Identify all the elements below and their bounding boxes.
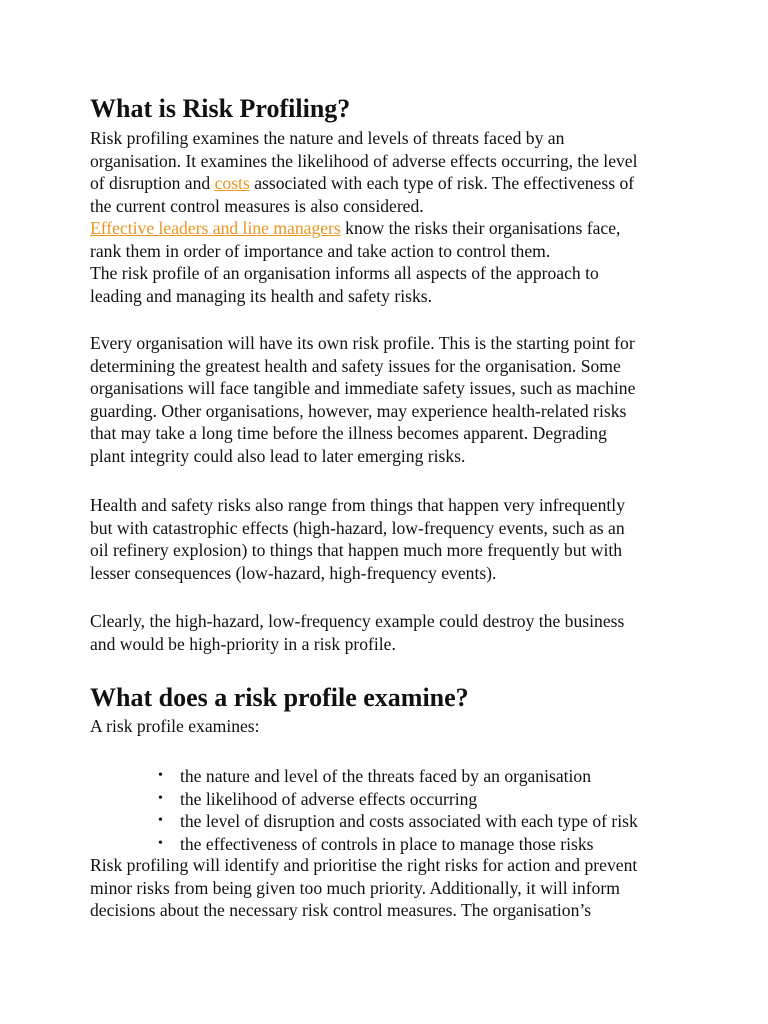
list-item: • the effectiveness of controls in place to manage those risks <box>90 833 638 856</box>
costs-link[interactable]: costs <box>214 173 250 193</box>
text-line: but with catastrophic effects (high-hazard, low-frequency events, such as an <box>90 517 625 538</box>
paragraph-examines-intro: A risk profile examines: <box>90 716 260 736</box>
text-line: The risk profile of an organisation informs all aspects of the approach to <box>90 263 599 283</box>
text-line: guarding. Other organisations, however, may experience health-related risks <box>90 400 627 421</box>
text-line: Risk profiling will identify and prioritise the right risks for action and prevent <box>90 855 638 875</box>
text-line: Clearly, the high-hazard, low-frequency example could destroy the business <box>90 611 625 631</box>
text-line: plant integrity could also lead to later emerging risks. <box>90 445 466 466</box>
text-line: that may take a long time before the illness becomes apparent. Degrading <box>90 423 607 443</box>
text-line: organisations will face tangible and immediate safety issues, such as machine <box>90 378 636 398</box>
text-line: Every organisation will have its own risk profile. This is the starting point for <box>90 333 635 353</box>
text-line: determining the greatest health and safety issues for the organisation. Some <box>90 355 621 376</box>
heading-what-is-risk-profiling: What is Risk Profiling? <box>90 94 351 123</box>
paragraph-risk-range <box>90 494 690 584</box>
paragraph-high-hazard <box>90 610 690 655</box>
text-line: and would be high-priority in a risk profile. <box>90 633 396 654</box>
text-line: oil refinery explosion) to things that happen much more frequently but with <box>90 540 623 560</box>
paragraph-intro <box>90 127 690 307</box>
text-fragment: associated with each type of risk. The effectiveness of <box>249 173 635 193</box>
text-line: Risk profiling examines the nature and levels of threats faced by an <box>90 128 565 148</box>
text-line: Health and safety risks also range from things that happen very infrequently <box>90 495 625 515</box>
text-line: leading and managing its health and safety risks. <box>90 285 433 306</box>
text-line: minor risks from being given too much priority. Additionally, it will inform <box>90 877 620 898</box>
text-line: the current control measures is also considered. <box>90 195 424 216</box>
text-line <box>90 172 690 195</box>
text-line <box>90 217 690 240</box>
text-fragment: of disruption and <box>90 173 215 193</box>
list-item: • the nature and level of the threats faced by an organisation <box>90 765 638 788</box>
list-item: • the likelihood of adverse effects occurring <box>90 788 638 811</box>
examines-bullet-list <box>90 765 638 855</box>
text-line: decisions about the necessary risk control measures. The organisation’s <box>90 900 592 920</box>
text-line: organisation. It examines the likelihood of adverse effects occurring, the level <box>90 150 638 171</box>
heading-what-does-risk-profile-examine: What does a risk profile examine? <box>90 683 469 712</box>
text-fragment: know the risks their organisations face, <box>340 218 621 238</box>
text-line: rank them in order of importance and take action to control them. <box>90 240 551 261</box>
paragraph-prioritise <box>90 854 690 922</box>
effective-leaders-link[interactable]: Effective leaders and line managers <box>90 218 341 238</box>
paragraph-own-risk-profile <box>90 332 690 467</box>
list-item: • the level of disruption and costs associated with each type of risk <box>90 810 638 833</box>
text-line: lesser consequences (low-hazard, high-frequency events). <box>90 562 497 583</box>
